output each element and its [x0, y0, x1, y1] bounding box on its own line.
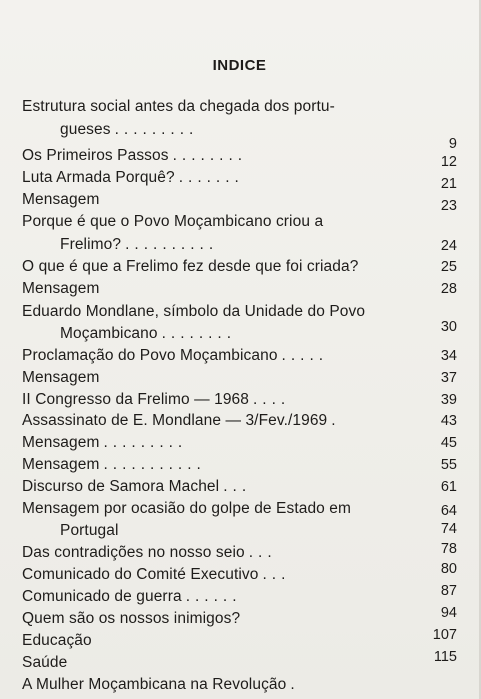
toc-entry-line	[22, 391, 290, 409]
toc-entry-line	[22, 544, 277, 562]
toc-entry-title: Mensagem	[22, 369, 100, 386]
dot-leader: ......	[185, 588, 242, 605]
toc-entry-line	[22, 191, 99, 209]
toc-page-number: 37	[440, 370, 457, 386]
toc-entry-title: Os Primeiros Passos	[22, 147, 169, 164]
toc-page-number: 94	[440, 605, 457, 621]
toc-page-number: 12	[440, 154, 457, 170]
toc-entry-title: Assassinato de E. Mondlane — 3/Fev./1969	[22, 412, 328, 429]
toc-page-number: 80	[440, 561, 457, 577]
toc-entry-title: Comunicado de guerra	[22, 588, 182, 605]
toc-entry-title: Mensagem	[22, 280, 100, 297]
dot-leader: .........	[103, 434, 188, 451]
toc-page-number: 87	[440, 583, 457, 599]
toc-entry-title: O que é que a Frelimo fez desde que foi criada?	[22, 258, 359, 275]
toc-entry-line	[22, 412, 341, 430]
toc-page-number: 34	[440, 348, 457, 364]
toc-entry-title: Das contradições no nosso seio	[22, 544, 245, 561]
toc-page-number: 55	[440, 457, 457, 473]
toc-page-number: 30	[440, 319, 457, 335]
toc-entry-title: Moçambicano	[60, 325, 158, 342]
toc-entry-title: Discurso de Samora Machel	[22, 478, 220, 495]
toc-entry-line	[60, 236, 218, 254]
dot-leader: .........	[114, 121, 199, 138]
toc-entry-title: Portugal	[60, 522, 119, 539]
toc-entry-line	[22, 676, 300, 694]
toc-entry-line	[22, 434, 187, 452]
toc-page-number: 64	[440, 503, 457, 519]
toc-entry-title: Educação	[22, 632, 92, 649]
toc-entry-title: Mensagem	[22, 456, 100, 473]
toc-entry-line	[22, 566, 290, 584]
toc-entry-line	[22, 654, 67, 672]
toc-entry-title: Saúde	[22, 654, 68, 671]
toc-page-number: 107	[432, 627, 457, 643]
dot-leader: ....	[253, 391, 291, 408]
toc-entry-line	[22, 588, 242, 606]
toc-entry-title: Quem são os nossos inimigos?	[22, 610, 241, 627]
toc-page-number: 115	[433, 649, 457, 665]
toc-page-number: 9	[448, 136, 457, 152]
toc-page-number: 24	[440, 238, 457, 254]
toc-entry-line	[22, 632, 92, 650]
toc-entry-title: Eduardo Mondlane, símbolo da Unidade do Povo	[22, 303, 366, 320]
toc-entry-title: Luta Armada Porquê?	[22, 169, 175, 186]
toc-entry-line	[22, 280, 99, 298]
toc-entry-line	[60, 522, 119, 540]
toc-entry-title: Estrutura social antes da chegada dos portu-	[22, 98, 335, 115]
toc-entry-line	[22, 147, 247, 165]
toc-page-number: 61	[440, 479, 457, 495]
dot-leader: .	[290, 676, 300, 693]
toc-entry-line	[22, 303, 365, 321]
toc-page-number: 74	[440, 521, 457, 537]
toc-page-number: 28	[440, 281, 457, 297]
toc-entry-title: Porque é que o Povo Moçambicano criou a	[22, 213, 324, 230]
toc-entry-line	[22, 213, 323, 231]
toc-entry-title: Mensagem	[22, 191, 100, 208]
dot-leader: .	[331, 412, 341, 429]
toc-page-number: 23	[440, 198, 457, 214]
toc-entry-title: Mensagem por ocasião do golpe de Estado em	[22, 500, 352, 517]
toc-entry-line	[22, 98, 335, 116]
toc-page-number: 39	[440, 392, 457, 408]
toc-entry-title: A Mulher Moçambicana na Revolução	[22, 676, 287, 693]
toc-entry-title: Mensagem	[22, 434, 100, 451]
toc-entry-line	[22, 347, 328, 365]
toc-entry-title: Comunicado do Comité Executivo	[22, 566, 259, 583]
dot-leader: ...	[248, 544, 277, 561]
toc-entry-title: Proclamação do Povo Moçambicano	[22, 347, 278, 364]
dot-leader: ...	[223, 478, 252, 495]
dot-leader: .....	[281, 347, 329, 364]
dot-leader: ........	[172, 147, 248, 164]
toc-entry-line	[22, 500, 351, 518]
toc-entry-title: Frelimo?	[60, 236, 122, 253]
toc-entry-line	[60, 121, 198, 139]
toc-entry-line	[22, 169, 244, 187]
toc-entry-title: II Congresso da Frelimo — 1968	[22, 391, 249, 408]
toc-entry-line	[60, 325, 236, 343]
toc-page-number: 25	[440, 259, 457, 275]
dot-leader: ..........	[125, 236, 219, 253]
toc-page-number: 21	[440, 176, 457, 192]
dot-leader: ........	[161, 325, 237, 342]
toc-entry-line	[22, 258, 358, 276]
toc-page-number: 43	[440, 413, 457, 429]
toc-page-number: 45	[440, 435, 457, 451]
toc-entry-line	[22, 369, 99, 387]
toc-entry-line	[22, 478, 251, 496]
toc-entry-line	[22, 610, 240, 628]
toc-entry-title: gueses	[60, 121, 111, 138]
dot-leader: ...	[262, 566, 291, 583]
index-title: INDICE	[212, 57, 267, 74]
dot-leader: ...........	[103, 456, 206, 473]
toc-entry-line	[22, 456, 206, 474]
dot-leader: .......	[178, 169, 244, 186]
toc-page-number: 78	[440, 541, 457, 557]
